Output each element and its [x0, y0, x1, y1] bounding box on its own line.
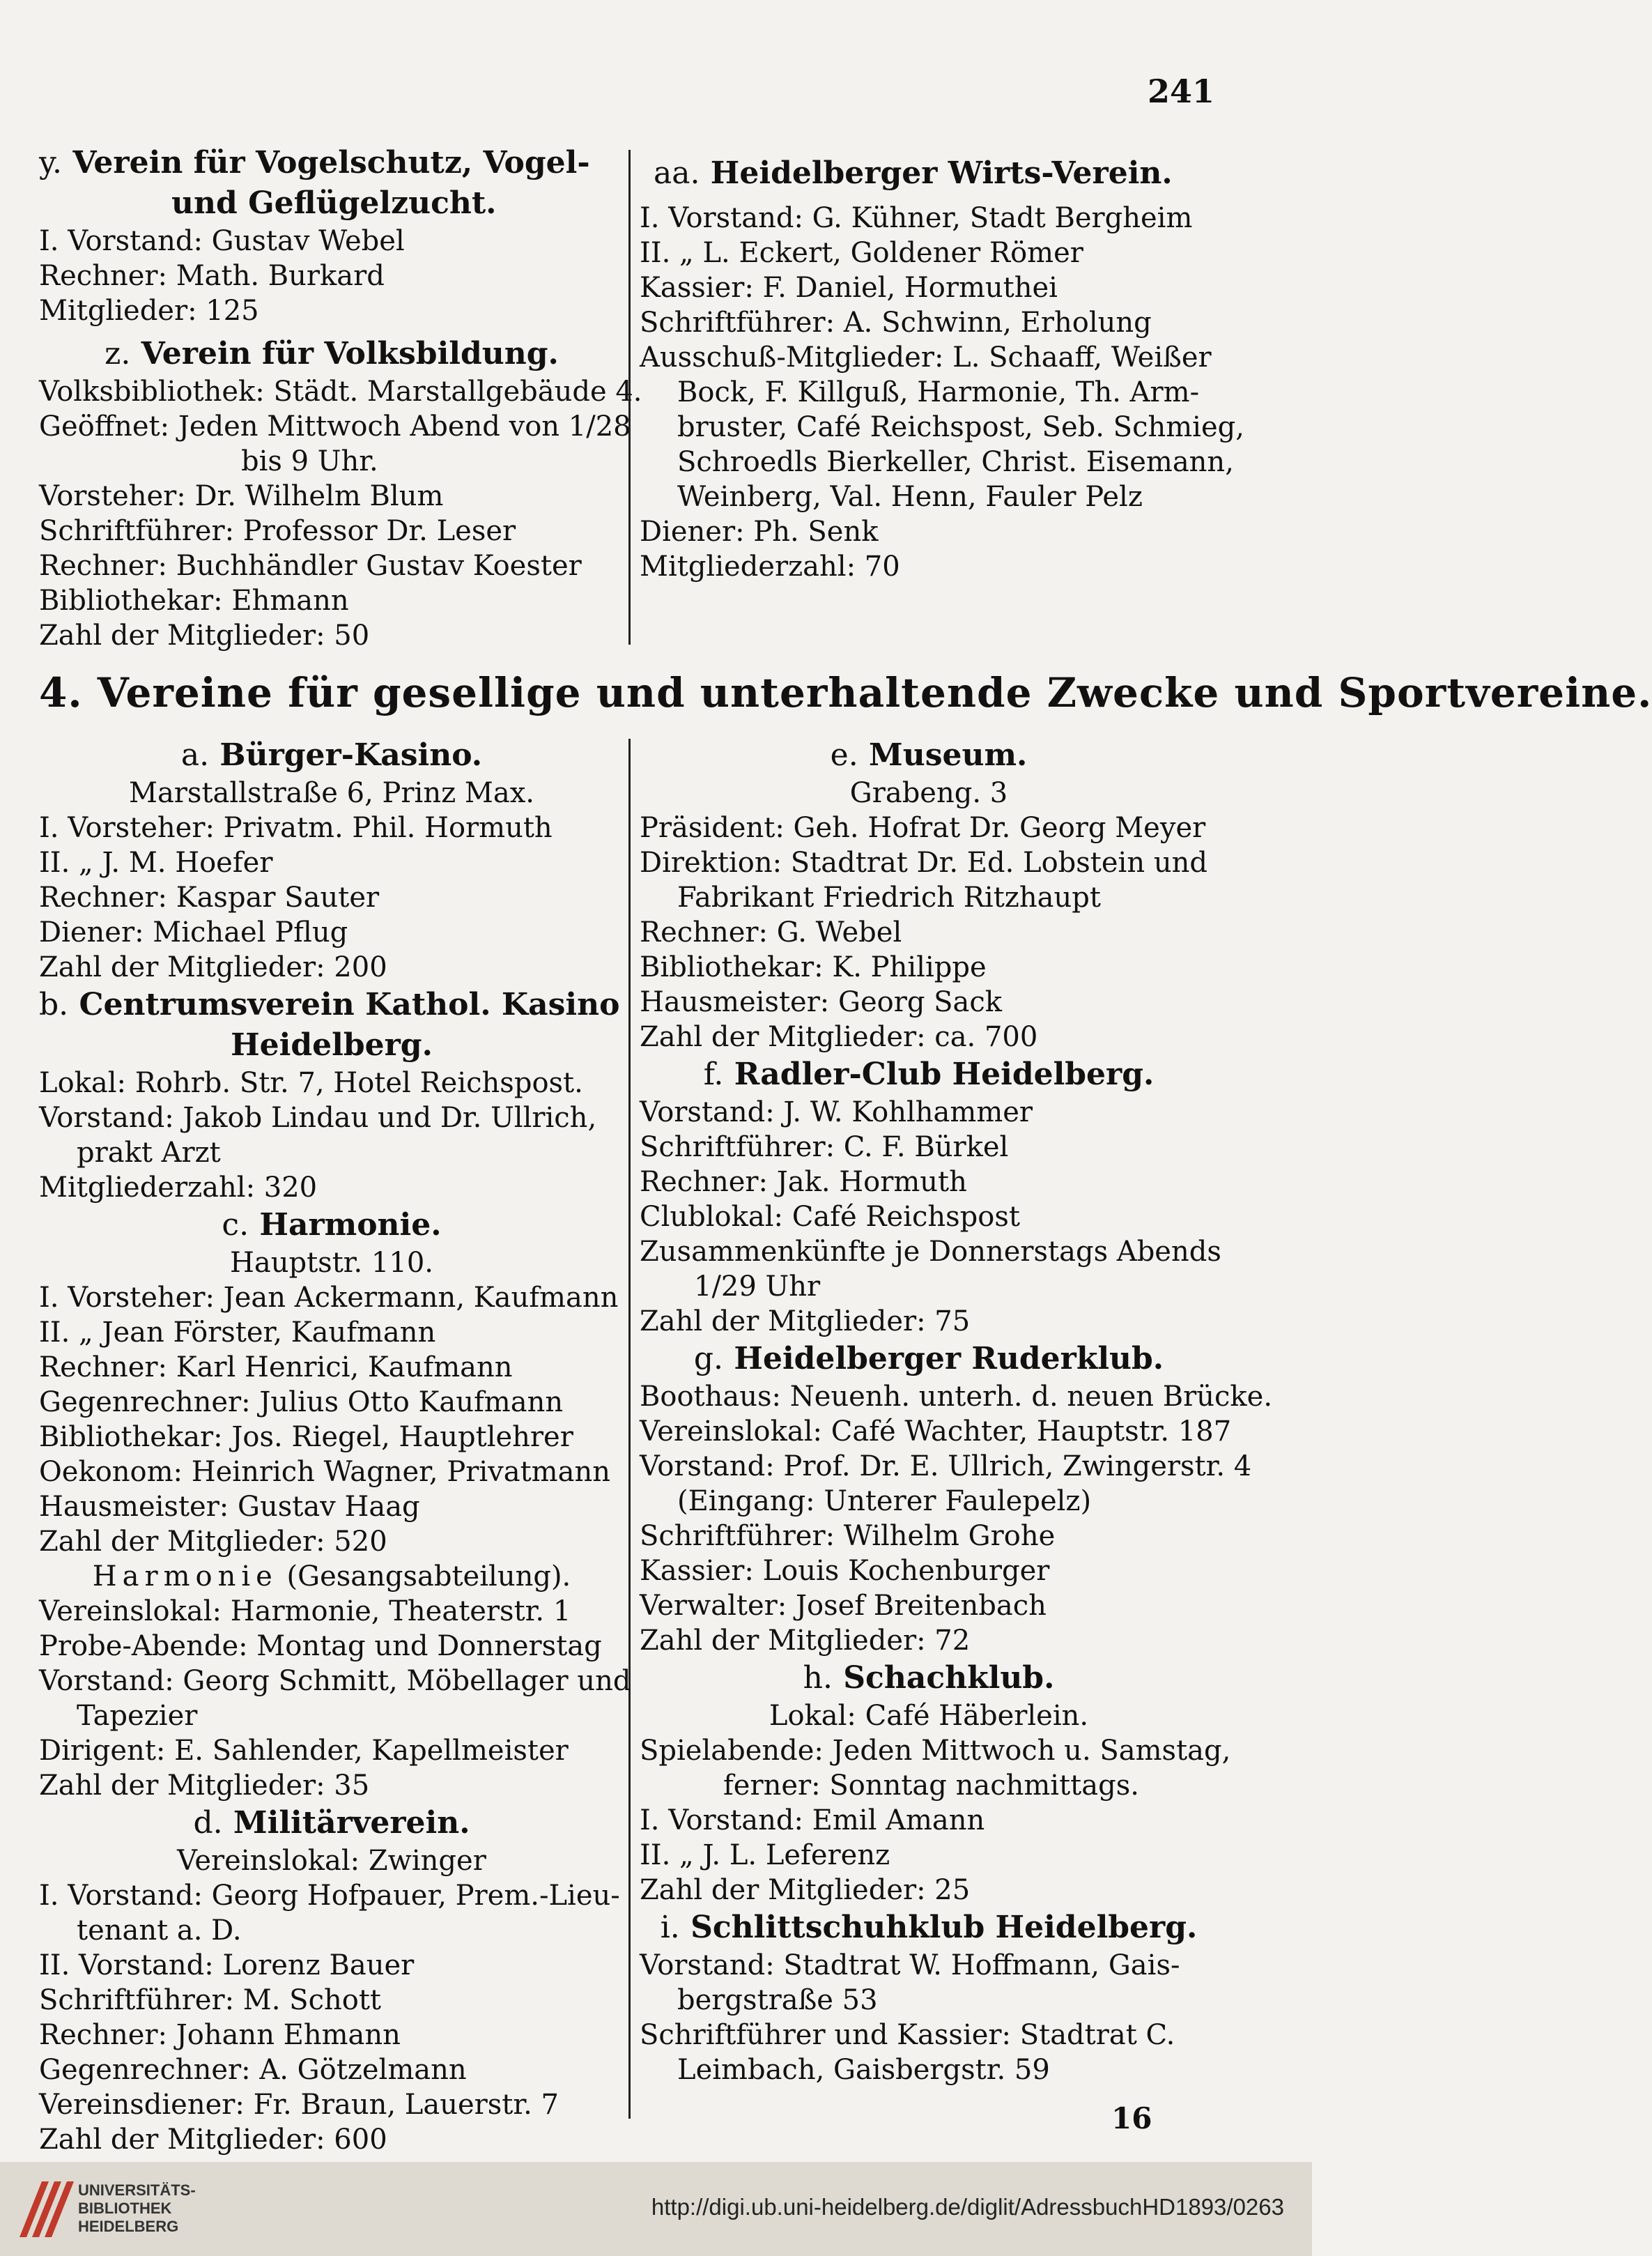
section-title: Vereine für gesellige und unterhaltende Zwecke und Sportvereine.: [97, 669, 1652, 716]
entry-line: Zahl der Mitglieder: 520: [39, 1526, 387, 1558]
entry-line: Zusammenkünfte je Donnerstags Abends: [640, 1236, 1221, 1268]
entry-line: Boothaus: Neuenh. unterh. d. neuen Brücke.: [640, 1381, 1273, 1413]
entry-line: I. Vorsteher: Privatm. Phil. Hormuth: [39, 812, 553, 844]
title-text: Heidelberger Ruderklub.: [734, 1341, 1164, 1376]
title-text: Verein für Volksbildung.: [141, 336, 559, 371]
entry-line: Vereinslokal: Harmonie, Theaterstr. 1: [39, 1595, 571, 1627]
column-right-top: [640, 153, 1244, 584]
section-e-title: [640, 735, 1218, 776]
entry-line: Mitgliederzahl: 70: [640, 551, 900, 583]
entry-subtitle: Grabeng. 3: [849, 777, 1008, 809]
library-name-line: HEIDELBERG: [78, 2218, 179, 2235]
title-text: Museum.: [869, 737, 1028, 773]
entry-line: II. „ Jean Förster, Kaufmann: [39, 1317, 436, 1349]
entry-line: Clublokal: Café Reichspost: [640, 1201, 1020, 1233]
section-h-title: [640, 1658, 1218, 1698]
entry-line: Bock, F. Killguß, Harmonie, Th. Arm-: [677, 376, 1200, 408]
section-letter: b.: [39, 987, 69, 1022]
title-text: Harmonie.: [259, 1207, 442, 1243]
section-number: 4.: [39, 669, 83, 716]
entry-line: Präsident: Geh. Hofrat Dr. Georg Meyer: [640, 812, 1206, 844]
entry-line: bruster, Café Reichspost, Seb. Schmieg,: [677, 411, 1244, 443]
entry-line: Mitglieder: 125: [39, 295, 259, 327]
section-f-title: [640, 1054, 1218, 1095]
entry-line: Rechner: Kaspar Sauter: [39, 882, 380, 914]
entry-line: Rechner: Johann Ehmann: [39, 2019, 401, 2051]
entry-line: Vorstand: Jakob Lindau und Dr. Ullrich,: [39, 1102, 597, 1134]
section-i-title: [640, 1908, 1218, 1948]
entry-subtitle: Marstallstraße 6, Prinz Max.: [129, 777, 534, 809]
entry-line: prakt Arzt: [77, 1137, 221, 1169]
title-text: Radler-Club Heidelberg.: [734, 1057, 1155, 1092]
entry-line: Fabrikant Friedrich Ritzhaupt: [677, 882, 1101, 914]
entry-line: Lokal: Rohrb. Str. 7, Hotel Reichspost.: [39, 1067, 583, 1099]
entry-line: Rechner: Jak. Hormuth: [640, 1166, 967, 1198]
section-letter: g.: [693, 1341, 724, 1376]
entry-line: Hausmeister: Georg Sack: [640, 986, 1003, 1018]
library-name: [78, 2181, 217, 2236]
entry-line: II. „ J. M. Hoefer: [39, 847, 273, 879]
entry-line: Hausmeister: Gustav Haag: [39, 1491, 420, 1523]
entry-line: Verwalter: Josef Breitenbach: [640, 1590, 1047, 1622]
section-letter: d.: [193, 1805, 223, 1841]
library-name-line: BIBLIOTHEK: [78, 2200, 172, 2217]
section-y-title-cont: und Geflügelzucht.: [171, 185, 497, 221]
section-letter: c.: [222, 1207, 249, 1243]
entry-line: Oekonom: Heinrich Wagner, Privatmann: [39, 1456, 610, 1488]
library-name-line: UNIVERSITÄTS-: [78, 2181, 196, 2199]
entry-line: Zahl der Mitglieder: 200: [39, 951, 387, 983]
entry-line: Volksbibliothek: Städt. Marstallgebäude 4.: [39, 376, 642, 408]
title-text: Heidelberger Wirts-Verein.: [710, 155, 1173, 191]
entry-line: Schriftführer: A. Schwinn, Erholung: [640, 307, 1152, 339]
entry-line: Rechner: Math. Burkard: [39, 260, 385, 292]
entry-line: Vereinslokal: Café Wachter, Hauptstr. 187: [640, 1415, 1232, 1448]
entry-line: Schriftführer und Kassier: Stadtrat C.: [640, 2019, 1175, 2051]
entry-line: I. Vorstand: Emil Amann: [640, 1804, 985, 1836]
section-g-title: [640, 1339, 1218, 1379]
entry-line: Schriftführer: M. Schott: [39, 1984, 381, 2016]
entry-line: Direktion: Stadtrat Dr. Ed. Lobstein und: [640, 847, 1207, 879]
entry-line: Zahl der Mitglieder: 50: [39, 620, 370, 652]
title-text: Centrumsverein Kathol. Kasino: [79, 987, 620, 1022]
section-b-title: [39, 985, 624, 1025]
entry-subtitle: Vereinslokal: Zwinger: [177, 1845, 486, 1877]
entry-line: Gegenrechner: Julius Otto Kaufmann: [39, 1386, 564, 1418]
section-letter: z.: [105, 336, 131, 371]
entry-line: tenant a. D.: [77, 1914, 242, 1947]
entry-line: Schriftführer: Wilhelm Grohe: [640, 1520, 1056, 1552]
section-z-title: [39, 334, 624, 374]
entry-line: Tapezier: [77, 1700, 198, 1732]
section-letter: aa.: [654, 155, 700, 191]
entry-line: Zahl der Mitglieder: 75: [640, 1305, 971, 1337]
entry-line: bis 9 Uhr.: [241, 445, 378, 477]
entry-line: Zahl der Mitglieder: ca. 700: [640, 1021, 1038, 1053]
section-aa-title: [640, 153, 1218, 194]
entry-line: Zahl der Mitglieder: 72: [640, 1625, 971, 1657]
entry-line: Schriftführer: C. F. Bürkel: [640, 1131, 1009, 1163]
entry-line: II. Vorstand: Lorenz Bauer: [39, 1949, 415, 1981]
entry-line: Weinberg, Val. Henn, Fauler Pelz: [677, 481, 1143, 513]
section-letter: i.: [660, 1910, 680, 1945]
section-letter: h.: [803, 1660, 833, 1696]
entry-line: Bibliothekar: Jos. Riegel, Hauptlehrer: [39, 1421, 573, 1453]
title-text: Schachklub.: [843, 1660, 1055, 1696]
entry-line: Vereinsdiener: Fr. Braun, Lauerstr. 7: [39, 2089, 559, 2121]
section-y-title: [39, 143, 624, 183]
entry-line: Diener: Michael Pflug: [39, 916, 348, 949]
entry-line: Rechner: Karl Henrici, Kaufmann: [39, 1351, 513, 1383]
entry-line: Diener: Ph. Senk: [640, 516, 879, 548]
entry-line: I. Vorstand: Georg Hofpauer, Prem.-Lieu-: [39, 1880, 620, 1912]
section-letter: y.: [39, 145, 62, 181]
entry-subtitle: Hauptstr. 110.: [230, 1247, 433, 1279]
footer-bar: [0, 2162, 1312, 2256]
subtitle-rest: (Gesangsabteilung).: [277, 1560, 571, 1593]
entry-line: Kassier: Louis Kochenburger: [640, 1555, 1050, 1587]
entry-line: Vorstand: Prof. Dr. E. Ullrich, Zwingerstr. 4: [640, 1450, 1252, 1482]
section-letter: a.: [180, 737, 210, 773]
sheet-number: 16: [1111, 2101, 1152, 2135]
title-text: Schlittschuhklub Heidelberg.: [690, 1910, 1198, 1945]
column-divider: [628, 739, 631, 2119]
section-c-title: [39, 1205, 624, 1245]
entry-line: Vorstand: J. W. Kohlhammer: [640, 1096, 1033, 1128]
entry-line: Spielabende: Jeden Mittwoch u. Samstag,: [640, 1735, 1231, 1767]
entry-line: Zahl der Mitglieder: 25: [640, 1874, 971, 1906]
entry-line: Bibliothekar: Ehmann: [39, 585, 349, 617]
entry-line: Leimbach, Gaisbergstr. 59: [677, 2054, 1050, 2086]
section-a-title: [39, 735, 624, 776]
entry-line: Schriftführer: Professor Dr. Leser: [39, 515, 516, 547]
entry-line: II. „ L. Eckert, Goldener Römer: [640, 237, 1083, 269]
entry-line: 1/29 Uhr: [694, 1271, 821, 1303]
section-letter: f.: [703, 1057, 724, 1092]
subtitle-spaced: Harmonie: [92, 1560, 278, 1593]
entry-line: Mitgliederzahl: 320: [39, 1172, 318, 1204]
section-b-title-cont: Heidelberg.: [231, 1027, 433, 1063]
entry-line: I. Vorsteher: Jean Ackermann, Kaufmann: [39, 1282, 619, 1314]
entry-line: Zahl der Mitglieder: 600: [39, 2124, 387, 2156]
entry-line: (Eingang: Unterer Faulepelz): [677, 1485, 1092, 1517]
section-heading: [39, 669, 1652, 716]
entry-line: Schroedls Bierkeller, Christ. Eisemann,: [677, 446, 1234, 478]
entry-line: ferner: Sonntag nachmittags.: [723, 1770, 1139, 1802]
column-divider: [628, 150, 631, 645]
entry-line: Probe-Abende: Montag und Donnerstag: [39, 1630, 602, 1662]
source-url-link[interactable]: http://digi.ub.uni-heidelberg.de/diglit/AdressbuchHD1893/0263: [651, 2194, 1284, 2220]
entry-line: Ausschuß-Mitglieder: L. Schaaff, Weißer: [640, 342, 1212, 374]
section-letter: e.: [830, 737, 858, 773]
entry-line: Kassier: F. Daniel, Hormuthei: [640, 272, 1058, 304]
entry-line: Rechner: G. Webel: [640, 916, 902, 949]
entry-line: II. „ J. L. Leferenz: [640, 1839, 890, 1871]
title-text: Bürger-Kasino.: [219, 737, 483, 773]
entry-line: Rechner: Buchhändler Gustav Koester: [39, 550, 582, 582]
page-number: 241: [1147, 72, 1214, 110]
section-d-title: [39, 1803, 624, 1843]
title-text: Militärverein.: [233, 1805, 470, 1841]
entry-line: Gegenrechner: A. Götzelmann: [39, 2054, 467, 2086]
entry-line: bergstraße 53: [677, 1984, 878, 2016]
entry-line: Zahl der Mitglieder: 35: [39, 1770, 370, 1802]
title-text: Verein für Vogelschutz, Vogel-: [72, 145, 590, 181]
entry-line: Vorstand: Stadtrat W. Hoffmann, Gais-: [640, 1949, 1180, 1981]
entry-line: Vorstand: Georg Schmitt, Möbellager und: [39, 1665, 631, 1697]
entry-line: I. Vorstand: Gustav Webel: [39, 225, 405, 257]
entry-line: Geöffnet: Jeden Mittwoch Abend von 1/28: [39, 410, 631, 443]
column-left-bottom: [39, 735, 631, 2157]
entry-line: Dirigent: E. Sahlender, Kapellmeister: [39, 1735, 569, 1767]
entry-subtitle: [39, 1559, 624, 1594]
entry-line: I. Vorstand: G. Kühner, Stadt Bergheim: [640, 202, 1193, 234]
column-left-top: [39, 143, 642, 653]
entry-subtitle: Lokal: Café Häberlein.: [769, 1700, 1089, 1732]
entry-line: Bibliothekar: K. Philippe: [640, 951, 987, 983]
entry-line: Vorsteher: Dr. Wilhelm Blum: [39, 480, 444, 512]
column-right-bottom: [640, 735, 1273, 2087]
